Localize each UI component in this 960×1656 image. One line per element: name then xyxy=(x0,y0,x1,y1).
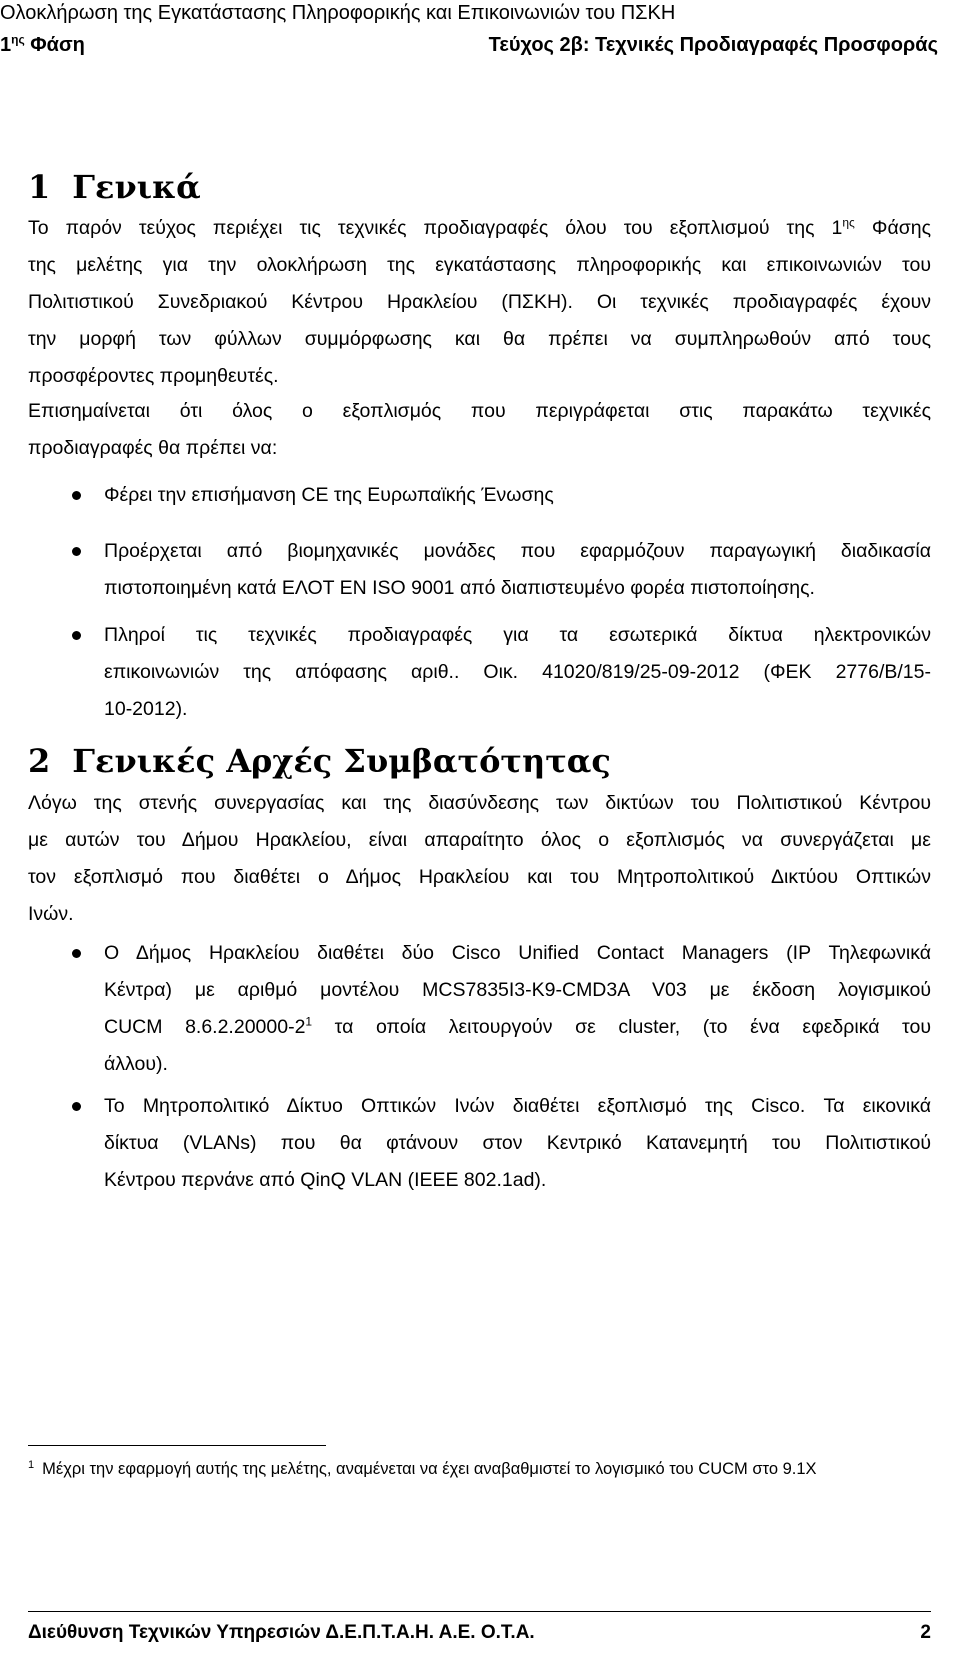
section1-paragraph-2 xyxy=(28,393,931,467)
list-item xyxy=(104,617,931,728)
text-line: Κέντρα) με αριθμό μοντέλου MCS7835I3-K9-CMD3A V03 με έκδοση λογισμικού xyxy=(104,979,931,1001)
document-title: Ολοκλήρωση της Εγκατάστασης Πληροφορικής και Επικοινωνιών του ΠΣΚΗ xyxy=(0,2,676,24)
text-line: Επισημαίνεται ότι όλος ο εξοπλισμός που περιγράφεται στις παρακάτω τεχνικές xyxy=(28,400,931,422)
text-line: 10-2012). xyxy=(104,698,188,720)
footer-department: Διεύθυνση Τεχνικών Υπηρεσιών Δ.Ε.Π.Τ.Α.Η. Α.Ε. Ο.Τ.Α. xyxy=(28,1622,535,1643)
text-line: Πληροί τις τεχνικές προδιαγραφές για τα εσωτερικά δίκτυα ηλεκτρονικών xyxy=(104,624,931,646)
section2-paragraph-1 xyxy=(28,785,931,933)
text-line: της μελέτης για την ολοκλήρωση της εγκατάστασης πληροφορικής και επικοινωνιών του xyxy=(28,254,931,276)
phase-label: $1^{\eta\varsigma}$ Φάση xyxy=(0,32,85,56)
footer-divider xyxy=(28,1611,931,1612)
list-item xyxy=(104,1088,931,1199)
text-line: με αυτών του Δήμου Ηρακλείου, είναι απαραίτητο όλος ο εξοπλισμός να συνεργάζεται με xyxy=(28,829,931,851)
bullet-icon xyxy=(72,491,81,500)
text-line: προσφέροντες προμηθευτές. xyxy=(28,365,279,387)
bullet-icon xyxy=(72,1102,81,1111)
list-item xyxy=(104,477,931,514)
text-line: CUCM $8.6.2.20000-2^1$ τα οποία λειτουργούν σε cluster, (το ένα εφεδρικά του xyxy=(104,1014,931,1038)
text-line: Προέρχεται από βιομηχανικές μονάδες που εφαρμόζουν παραγωγική διαδικασία xyxy=(104,540,931,562)
section-heading-1: 1 Γενικά xyxy=(28,168,201,206)
volume-label: Τεύχος 2β: Τεχνικές Προδιαγραφές Προσφοράς xyxy=(488,34,938,56)
footnote-separator xyxy=(28,1445,326,1446)
text-line: Ινών. xyxy=(28,903,74,925)
bullet-icon xyxy=(72,949,81,958)
list-item xyxy=(104,533,931,607)
bullet-icon xyxy=(72,631,81,640)
text-line: Το Μητροπολιτικό Δίκτυο Οπτικών Ινών διαθέτει εξοπλισμό της Cisco. Τα εικονικά xyxy=(104,1095,931,1117)
text-line: Κέντρου περνάνε από QinQ VLAN (IEEE 802.1ad). xyxy=(104,1169,547,1191)
text-line: επικοινωνιών της απόφασης αριθ.. Οικ. 41020/819/25-09-2012 (ΦΕΚ 2776/Β/15- xyxy=(104,661,931,683)
list-item xyxy=(104,935,931,1083)
text-line: Φέρει την επισήμανση CE της Ευρωπαϊκής Ένωσης xyxy=(104,484,554,506)
bullet-icon xyxy=(72,547,81,556)
text-line: δίκτυα (VLANs) που θα φτάνουν στον Κεντρικό Κατανεμητή του Πολιτιστικού xyxy=(104,1132,931,1154)
text-line: τον εξοπλισμό που διαθέτει ο Δήμος Ηρακλείου και του Μητροπολιτικού Δικτύου Οπτικών xyxy=(28,866,931,888)
text-line: προδιαγραφές θα πρέπει να: xyxy=(28,437,278,459)
text-line: άλλου). xyxy=(104,1053,168,1075)
text-line: Λόγω της στενής συνεργασίας και της διασύνδεσης των δικτύων του Πολιτιστικού Κέντρου xyxy=(28,792,931,814)
footnote: $^1$ Μέχρι την εφαρμογή αυτής της μελέτης, αναμένεται να έχει αναβαθμιστεί το λογισμικό του CUCM στο 9.1X xyxy=(28,1458,817,1478)
footnote-reference: 1 xyxy=(305,1014,313,1029)
page-number: 2 xyxy=(920,1622,931,1643)
text-line: την μορφή των φύλλων συμμόρφωσης και θα πρέπει να συμπληρωθούν από τους xyxy=(28,328,931,350)
text-line: Το παρόν τεύχος περιέχει τις τεχνικές προδιαγραφές όλου του εξοπλισμού της $1^{\eta\varsigma}$ Φάσης xyxy=(28,215,931,239)
section1-paragraph-1 xyxy=(28,210,931,395)
section-heading-2: 2 Γενικές Αρχές Συμβατότητας xyxy=(28,742,611,780)
text-line: Ο Δήμος Ηρακλείου διαθέτει δύο Cisco Unified Contact Managers (IP Τηλεφωνικά xyxy=(104,942,931,964)
text-line: Πολιτιστικού Συνεδριακού Κέντρου Ηρακλείου (ΠΣΚΗ). Οι τεχνικές προδιαγραφές έχουν xyxy=(28,291,931,313)
text-line: πιστοποιημένη κατά ΕΛΟΤ ΕΝ ISO 9001 από διαπιστευμένο φορέα πιστοποίησης. xyxy=(104,577,815,599)
